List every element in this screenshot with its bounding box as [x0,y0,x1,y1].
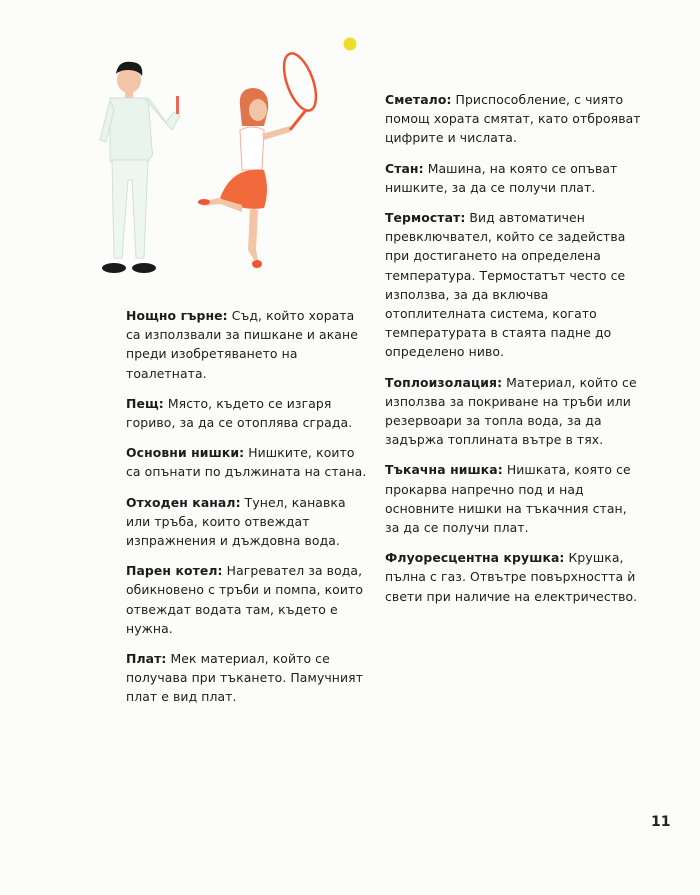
glossary-entry [385,373,641,450]
glossary-entry [126,493,370,551]
glossary-definition: Нагревател за вода, обикновено с тръби и помпа, които отвеждат водата там, където е нужна. [126,563,364,636]
page-number: 11 [651,814,671,830]
glossary-definition: Машина, на която се опъват нишките, за да се получи плат. [385,160,618,195]
glossary-entry [385,460,641,537]
glossary-entry [126,561,370,638]
man-figure [100,62,180,273]
glossary-term: Основни нишки: [126,445,245,461]
glossary-entry [385,208,641,362]
glossary-term: Пещ: [126,395,164,411]
glossary-entry [385,548,641,606]
tennis-ball [344,38,357,51]
glossary-definition: Съд, който хората са използвали за пишкане и акане преди изобретяването на тоалетната. [126,308,358,381]
glossary-definition: Нишката, която се прокарва напречно под и над основните нишки на тъкачния стан, за да се получи плат. [385,462,631,536]
glossary-term: Тъкачна нишка: [385,462,503,478]
glossary-definition: Крушка, пълна с газ. Отвътре повърхността ѝ свети при наличие на електричество. [385,550,638,604]
glossary-definition: Материал, който се използва за покриване на тръби или резервоари за топла вода, за да задържа топлината вътре в тях. [385,374,637,448]
glossary-entry [385,159,641,197]
glossary-term: Термостат: [385,210,466,226]
glossary-term: Сметало: [385,92,452,107]
glossary-definition: Мек материал, който се получава при тъкането. Памучният плат е вид плат. [126,651,364,705]
glossary-definition: Нишките, които са опънати по дължината на стана. [126,445,367,480]
glossary-term: Нощно гърне: [126,308,228,323]
glossary-right-column [385,90,641,617]
glossary-definition: Тунел, канавка или тръба, които отвеждат изпражнения и дъждовна вода. [126,494,346,549]
glossary-definition: Приспособление, с чиято помощ хората смятат, като отброяват цифрите и числата. [385,92,641,146]
glossary-definition: Място, където се изгаря гориво, за да се отоплява сграда. [126,395,353,431]
glossary-term: Отходен канал: [126,494,241,510]
racket [278,49,323,130]
glossary-left-column [126,306,370,718]
glossary-entry [385,90,641,148]
glossary-entry [126,443,370,481]
tennis-players-illustration [92,30,372,280]
girl-figure [198,88,290,268]
glossary-entry [126,306,370,383]
glossary-term: Парен котел: [126,563,223,579]
glossary-term: Стан: [385,160,424,176]
glossary-term: Топлоизолация: [385,374,503,390]
glossary-entry [126,394,370,432]
glossary-term: Флуоресцентна крушка: [385,550,565,566]
glossary-definition: Вид автоматичен превключвател, който се задейства при достигането на определена температура. Термостатът често се използва, за да включва отоплителната система, когато температурата в стаята падне до определено ниво. [385,210,626,360]
glossary-term: Плат: [126,651,167,667]
glossary-entry [126,649,370,707]
